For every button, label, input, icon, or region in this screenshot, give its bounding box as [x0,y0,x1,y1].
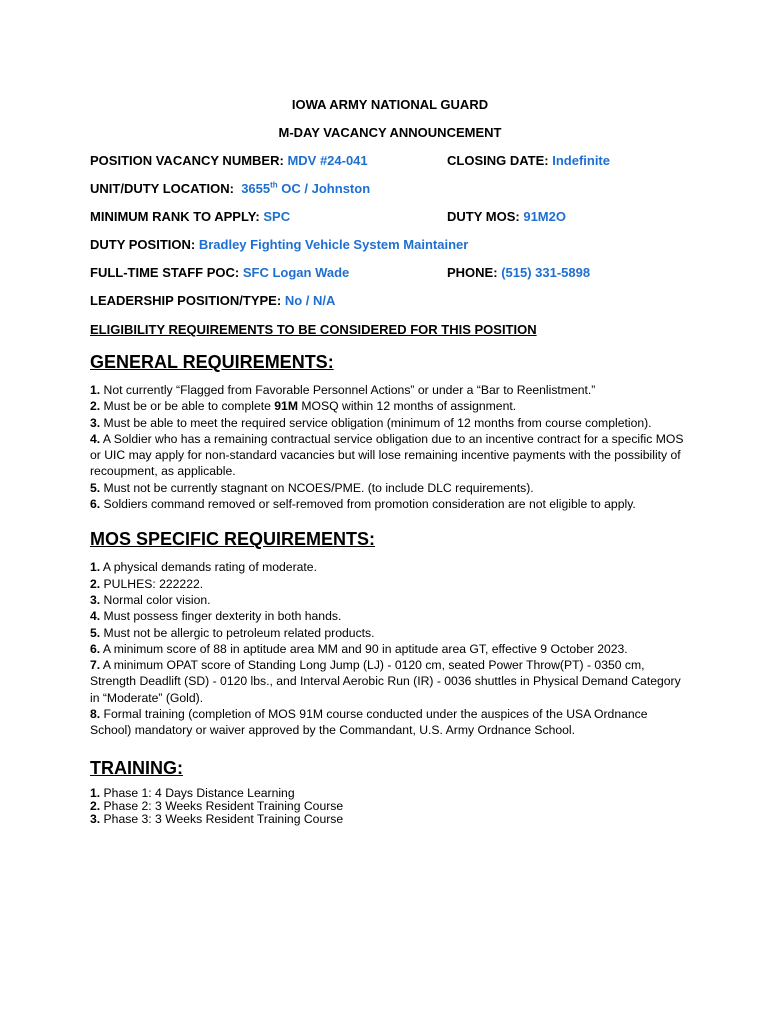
poc-row [90,265,690,281]
leadership-value: No / N/A [284,293,336,308]
list-item: 5. Must not be currently stagnant on NCOES/PME. (to include DLC requirements). [90,480,534,495]
list-item: 4. A Soldier who has a remaining contractual service obligation due to an incentive contract for a specific MOS or UIC may apply for non-standard vacancies but will lose remaining incentive payments with the possibility of recoupment, as applicable. [90,431,684,479]
min-rank-value: SPC [263,209,291,224]
unit-value: 3655th OC / Johnston [241,180,371,196]
list-item: 5. Must not be allergic to petroleum related products. [90,625,375,640]
list-item: 3. Must be able to meet the required service obligation (minimum of 12 months from course completion). [90,415,652,430]
leadership-label: LEADERSHIP POSITION/TYPE: [90,293,282,308]
announcement-title: M-DAY VACANCY ANNOUNCEMENT [278,125,502,140]
closing-date-label: CLOSING DATE: [447,153,549,168]
unit-label: UNIT/DUTY LOCATION: [90,181,234,196]
document-page [90,97,690,826]
general-requirements-list [90,382,690,512]
list-item: 6. Soldiers command removed or self-removed from promotion consideration are not eligible to apply. [90,497,636,512]
duty-position-value: Bradley Fighting Vehicle System Maintainer [198,237,469,252]
position-vacancy-value: MDV #24-041 [287,153,368,168]
mos-requirements-list [90,559,690,738]
duty-position-row [90,237,690,253]
duty-position-label: DUTY POSITION: [90,237,196,252]
mos-requirements-heading: MOS SPECIFIC REQUIREMENTS: [90,529,376,550]
list-item: 8. Formal training (completion of MOS 91M course conducted under the auspices of the USA Ordnance School) mandatory or waiver approved by the Commandant, U.S. Army Ordnance School. [90,707,648,738]
vacancy-row [90,153,690,169]
list-item: 7. A minimum OPAT score of Standing Long Jump (LJ) - 0120 cm, seated Power Throw(PT) - 0350 cm, Strength Deadlift (SD) - 0120 lbs., and Interval Aerobic Run (IR) - 0036 shuttles in Physical Demand Category in “Moderate” (Gold). [90,658,681,705]
phone-label: PHONE: [447,265,498,280]
poc-label: FULL-TIME STAFF POC: [90,265,240,280]
rank-row [90,209,690,225]
list-item: 6. A minimum score of 88 in aptitude area MM and 90 in aptitude area GT, effective 9 October 2023. [90,641,628,656]
training-list [90,787,690,826]
phone-value: (515) 331-5898 [501,265,591,280]
list-item: 4. Must possess finger dexterity in both hands. [90,609,342,624]
leadership-row [90,293,690,309]
duty-mos-value: 91M2O [523,209,566,224]
list-item: 1. Phase 1: 4 Days Distance Learning [90,785,295,800]
unit-row [90,181,690,197]
list-item: 3. Phase 3: 3 Weeks Resident Training Course [90,811,344,826]
list-item: 1. Not currently “Flagged from Favorable Personnel Actions” or under a “Bar to Reenlistment.” [90,383,596,397]
eligibility-heading: ELIGIBILITY REQUIREMENTS TO BE CONSIDERED FOR THIS POSITION [90,322,537,337]
list-item: 1. A physical demands rating of moderate. [90,560,317,575]
general-requirements-heading: GENERAL REQUIREMENTS: [90,352,334,372]
training-heading: TRAINING: [90,757,183,778]
duty-mos-label: DUTY MOS: [447,209,520,224]
list-item: 2. PULHES: 222222. [90,576,204,591]
closing-date-value: Indefinite [552,153,610,168]
poc-value: SFC Logan Wade [242,265,350,280]
list-item: 2. Must be or be able to complete 91M MOSQ within 12 months of assignment. [90,399,517,414]
list-item: 3. Normal color vision. [90,592,211,607]
org-title: IOWA ARMY NATIONAL GUARD [291,97,489,112]
list-item: 2. Phase 2: 3 Weeks Resident Training Course [90,798,344,813]
position-vacancy-label: POSITION VACANCY NUMBER: [90,153,284,168]
min-rank-label: MINIMUM RANK TO APPLY: [90,209,260,224]
